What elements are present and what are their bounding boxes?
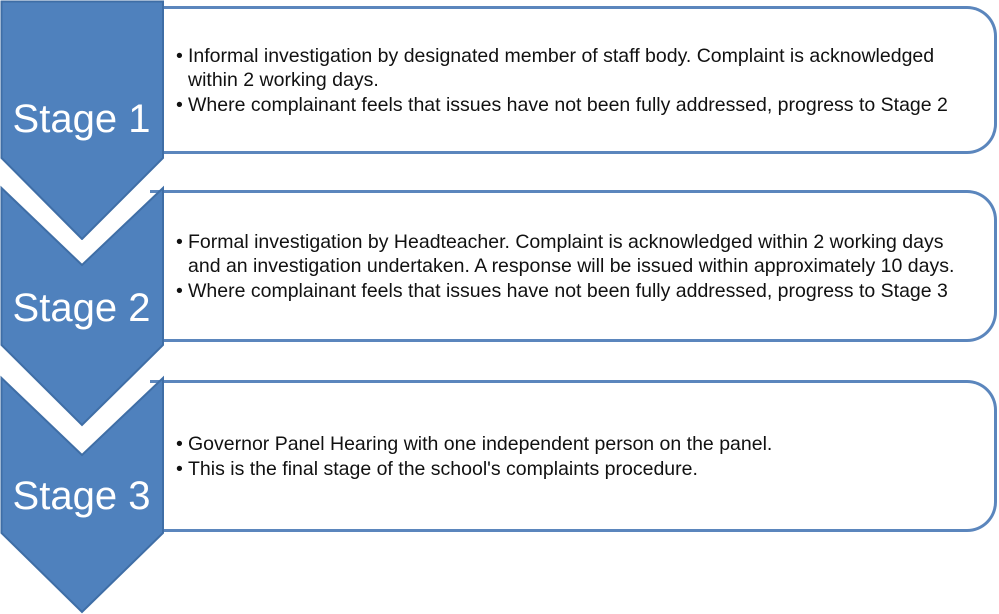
stage-1-bullet-list (150, 44, 994, 117)
stage-3-bullet-1: • Governor Panel Hearing with one independent person on the panel. (176, 432, 773, 455)
stage-2-bullet-2: • Where complainant feels that issues have not been fully addressed, progress to Stage 3 (176, 279, 948, 302)
stage-2-description-box (150, 190, 997, 342)
stage-2-label: Stage 2 (12, 286, 151, 330)
bullet-icon: • (176, 432, 183, 455)
stage-1-bullet-1: • Informal investigation by designated member of staff body. Complaint is acknowledged within 2 working days. (176, 44, 935, 91)
stage-3-description-box (150, 380, 997, 532)
stage-2-bullet-1: • Formal investigation by Headteacher. Complaint is acknowledged within 2 working days and an investigation undertaken. A response will be issued within approximately 10 days. (176, 230, 955, 277)
stage-3-bullet-2: • This is the final stage of the school's complaints procedure. (176, 457, 698, 480)
bullet-icon: • (176, 457, 183, 480)
bullet-icon: • (176, 93, 183, 116)
stage-1-label: Stage 1 (12, 97, 151, 141)
stage-2-bullet-list (150, 230, 994, 303)
stage-3-bullet-list (150, 432, 994, 481)
bullet-icon: • (176, 44, 183, 67)
bullet-icon: • (176, 230, 183, 253)
stage-1-bullet-2: • Where complainant feels that issues have not been fully addressed, progress to Stage 2 (176, 93, 948, 116)
stage-3-chevron-arrow (0, 0, 166, 614)
stage-3-label: Stage 3 (12, 474, 151, 518)
bullet-icon: • (176, 279, 183, 302)
stage-1-description-box (150, 6, 997, 154)
